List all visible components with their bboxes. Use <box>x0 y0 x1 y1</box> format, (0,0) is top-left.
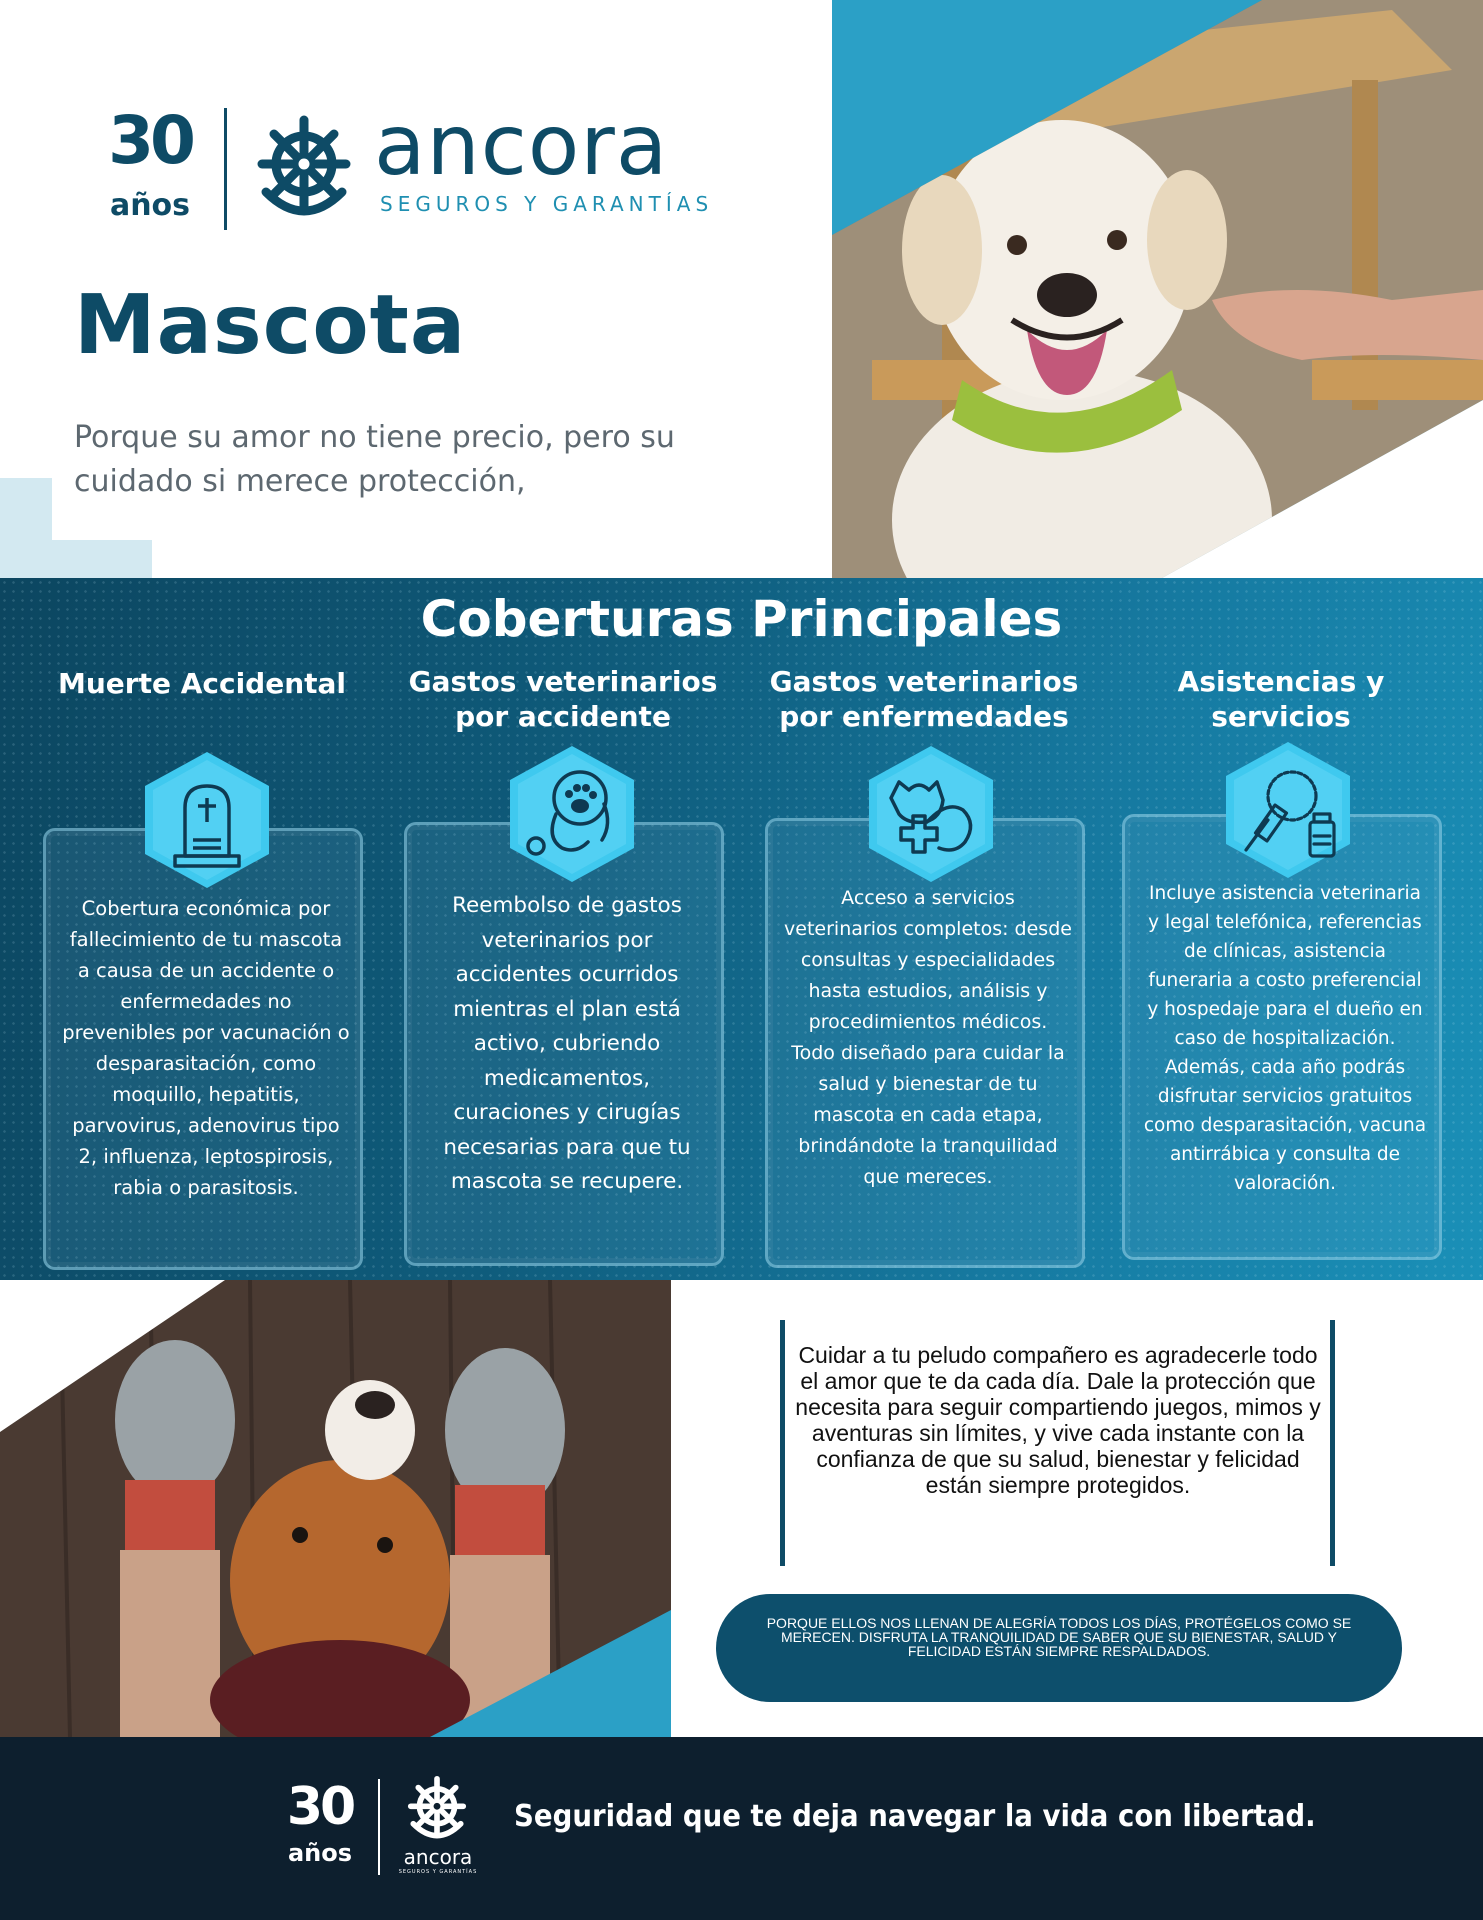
decorative-block <box>52 540 152 578</box>
footer-slogan: Seguridad que te deja navegar la vida con libertad. <box>514 1799 1316 1834</box>
coverages-title: Coberturas Principales <box>420 590 1063 648</box>
coverage-description: Cobertura económica por fallecimiento de tu mascota a causa de un accidente o enfermedades no prevenibles por vacunación o desparasitación, como moquillo, hepatitis, parvovirus, adenovirus tipo 2, influenza, leptospirosis, rabia o parasitosis. <box>62 897 350 1199</box>
closing-section <box>0 1280 1483 1737</box>
footer-logo-divider <box>378 1779 380 1875</box>
footer-anniversary-number: 30 <box>286 1777 354 1837</box>
coverage-card <box>43 828 363 1270</box>
anniversary-number: 30 <box>108 102 192 179</box>
brand-name: ancora <box>374 96 669 194</box>
footer <box>0 1737 1483 1920</box>
tombstone-icon <box>141 750 273 890</box>
ship-wheel-anchor-icon <box>402 1775 472 1845</box>
coverage-card <box>765 818 1085 1268</box>
coverage-heading: Gastos veterinarios por accidente <box>408 665 718 733</box>
stethoscope-paw-icon <box>506 744 638 884</box>
ship-wheel-anchor-icon <box>248 114 360 226</box>
syringe-vaccine-icon <box>1222 740 1354 880</box>
coverage-description: Acceso a servicios veterinarios completos: desde consultas y especialidades hasta estudios, análisis y procedimientos médicos. Todo diseñado para cuidar la salud y bienestar de tu mascota en cada etapa, brindándote la tranquilidad que mereces. <box>784 887 1072 1188</box>
hero-subtitle: Porque su amor no tiene precio, pero su cuidado si merece protección, <box>74 420 675 499</box>
anniversary-label: años <box>109 188 191 223</box>
footer-anniversary-badge <box>280 1777 360 1887</box>
brand-tagline: SEGUROS Y GARANTÍAS <box>380 192 714 216</box>
anniversary-badge <box>100 102 200 234</box>
closing-banner <box>716 1594 1402 1702</box>
dog-photo <box>832 0 1483 578</box>
quote-bar-right <box>1330 1320 1335 1566</box>
footer-brand-tagline: SEGUROS Y GARANTÍAS <box>398 1869 478 1875</box>
coverage-column-assistance <box>1116 578 1446 1280</box>
coverage-card <box>1122 814 1442 1260</box>
closing-banner-text: PORQUE ELLOS NOS LLENAN DE ALEGRÍA TODOS LOS DÍAS, PROTÉGELOS COMO SE MERECEN. DISFRUTA LA TRANQUILIDAD DE SABER QUE SU BIENESTAR, SALUD Y FELICIDAD ESTÁN SIEMPRE RESPALDADOS. <box>766 1615 1352 1659</box>
quote-bar-left <box>780 1320 785 1566</box>
page-title: Mascota <box>74 278 467 373</box>
coverage-heading: Muerte Accidental <box>57 667 347 700</box>
logo-divider <box>224 108 227 230</box>
footer-anniversary-label: años <box>287 1839 353 1867</box>
pets-medical-cross-icon <box>865 744 997 884</box>
coverage-description: Reembolso de gastos veterinarios por accidentes ocurridos mientras el plan está activo, cubriendo medicamentos, curaciones y cirugías necesarias para que tu mascota se recupere. <box>443 893 691 1194</box>
hero-section <box>0 0 1483 578</box>
coverage-heading: Gastos veterinarios por enfermedades <box>769 665 1079 733</box>
coverage-heading: Asistencias y servicios <box>1177 665 1385 733</box>
closing-quote: Cuidar a tu peludo compañero es agradecerle todo el amor que te da cada día. Dale la protección que necesita para seguir compartiendo juegos, mimos y aventuras sin límites, y vive cada instante con la confianza de que su salud, bienestar y felicidad están siempre protegidos. <box>795 1342 1321 1498</box>
coverage-card <box>404 822 724 1266</box>
coverage-description: Incluye asistencia veterinaria y legal telefónica, referencias de clínicas, asistencia funeraria a costo preferencial y hospedaje para el dueño en caso de hospitalización. Además, cada año podrás disfrutar servicios gratuitos como desparasitación, vacuna antirrábica y consulta de valoración. <box>1143 883 1427 1194</box>
brand-logo <box>100 96 720 234</box>
footer-brand-name: ancora <box>403 1845 473 1869</box>
coverage-column-vet-accident <box>398 578 728 1280</box>
coverages-section <box>0 578 1483 1280</box>
coverage-column-vet-illness <box>759 578 1089 1280</box>
coverage-column-accidental-death <box>37 578 367 1280</box>
beagle-photo <box>0 1280 671 1737</box>
decorative-block <box>0 478 52 578</box>
